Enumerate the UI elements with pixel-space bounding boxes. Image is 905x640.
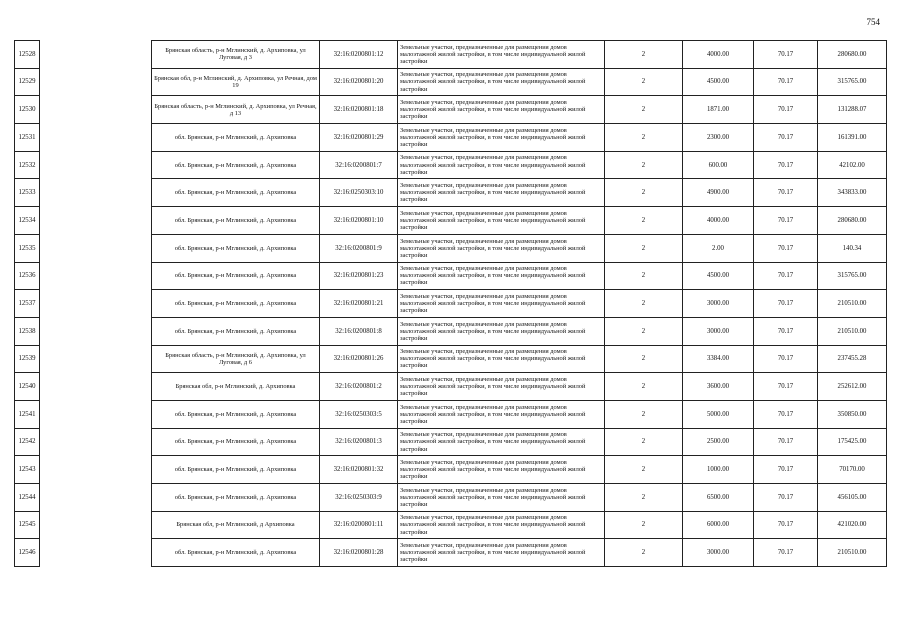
table-row [152, 262, 887, 290]
cadastral-value-cell: 210510.00 [818, 290, 887, 318]
rate-cell: 70.17 [754, 96, 818, 124]
area-cell: 3384.00 [683, 345, 754, 373]
group-cell: 2 [605, 151, 683, 179]
land-plot-table-body [152, 41, 887, 567]
cadastral-number-cell: 32:16:0200801:28 [320, 539, 398, 567]
row-number-body [15, 41, 40, 567]
cadastral-number-cell: 32:16:0200801:20 [320, 68, 398, 96]
group-cell: 2 [605, 41, 683, 69]
group-cell: 2 [605, 373, 683, 401]
row-number-row [15, 179, 40, 207]
address-cell: Брянская обл, р-н Мглинский, д. Архиповка [152, 373, 320, 401]
cadastral-number-cell: 32:16:0200801:26 [320, 345, 398, 373]
table-row [152, 41, 887, 69]
area-cell: 4500.00 [683, 68, 754, 96]
rate-cell: 70.17 [754, 400, 818, 428]
cadastral-value-cell: 131288.07 [818, 96, 887, 124]
rate-cell: 70.17 [754, 207, 818, 235]
row-number-cell: 12543 [15, 456, 40, 484]
address-cell: Брянская обл, р-н Мглинский, д. Архиповка, ул Речная, дом 19 [152, 68, 320, 96]
cadastral-value-cell: 42102.00 [818, 151, 887, 179]
rate-cell: 70.17 [754, 511, 818, 539]
group-cell: 2 [605, 68, 683, 96]
row-number-cell: 12538 [15, 317, 40, 345]
table-row [152, 484, 887, 512]
table-row [152, 179, 887, 207]
group-cell: 2 [605, 234, 683, 262]
row-number-cell: 12545 [15, 511, 40, 539]
address-cell: обл. Брянская, р-н Мглинский, д. Архиповка [152, 456, 320, 484]
row-number-row [15, 290, 40, 318]
land-use-cell: Земельные участки, предназначенные для размещения домов малоэтажной жилой застройки, в том числе индивидуальной жилой застройки [398, 345, 605, 373]
area-cell: 2500.00 [683, 428, 754, 456]
area-cell: 5000.00 [683, 400, 754, 428]
group-cell: 2 [605, 539, 683, 567]
group-cell: 2 [605, 124, 683, 152]
cadastral-value-cell: 315765.00 [818, 262, 887, 290]
cadastral-number-cell: 32:16:0250303:9 [320, 484, 398, 512]
cadastral-number-cell: 32:16:0200801:9 [320, 234, 398, 262]
cadastral-value-cell: 315765.00 [818, 68, 887, 96]
land-use-cell: Земельные участки, предназначенные для размещения домов малоэтажной жилой застройки, в том числе индивидуальной жилой застройки [398, 539, 605, 567]
cadastral-value-cell: 280680.00 [818, 207, 887, 235]
row-number-cell: 12546 [15, 539, 40, 567]
row-number-row [15, 41, 40, 69]
cadastral-number-cell: 32:16:0200801:32 [320, 456, 398, 484]
cadastral-value-cell: 210510.00 [818, 539, 887, 567]
rate-cell: 70.17 [754, 151, 818, 179]
group-cell: 2 [605, 317, 683, 345]
address-cell: обл. Брянская, р-н Мглинский, д. Архиповка [152, 539, 320, 567]
land-use-cell: Земельные участки, предназначенные для размещения домов малоэтажной жилой застройки, в том числе индивидуальной жилой застройки [398, 511, 605, 539]
land-use-cell: Земельные участки, предназначенные для размещения домов малоэтажной жилой застройки, в том числе индивидуальной жилой застройки [398, 400, 605, 428]
row-number-cell: 12544 [15, 484, 40, 512]
cadastral-number-cell: 32:16:0200801:2 [320, 373, 398, 401]
row-number-row [15, 151, 40, 179]
land-use-cell: Земельные участки, предназначенные для размещения домов малоэтажной жилой застройки, в том числе индивидуальной жилой застройки [398, 68, 605, 96]
cadastral-value-cell: 237455.28 [818, 345, 887, 373]
address-cell: обл. Брянская, р-н Мглинский, д. Архиповка [152, 207, 320, 235]
row-number-row [15, 207, 40, 235]
row-number-row [15, 484, 40, 512]
table-row [152, 539, 887, 567]
page-number: 754 [866, 17, 880, 27]
land-plot-table [151, 40, 887, 567]
rate-cell: 70.17 [754, 234, 818, 262]
row-number-row [15, 317, 40, 345]
row-number-cell: 12531 [15, 124, 40, 152]
group-cell: 2 [605, 456, 683, 484]
address-cell: обл. Брянская, р-н Мглинский, д. Архиповка [152, 262, 320, 290]
area-cell: 4000.00 [683, 41, 754, 69]
group-cell: 2 [605, 345, 683, 373]
land-use-cell: Земельные участки, предназначенные для размещения домов малоэтажной жилой застройки, в том числе индивидуальной жилой застройки [398, 41, 605, 69]
cadastral-number-cell: 32:16:0200801:18 [320, 96, 398, 124]
land-use-cell: Земельные участки, предназначенные для размещения домов малоэтажной жилой застройки, в том числе индивидуальной жилой застройки [398, 207, 605, 235]
table-row [152, 511, 887, 539]
cadastral-number-cell: 32:16:0200801:8 [320, 317, 398, 345]
area-cell: 1000.00 [683, 456, 754, 484]
row-number-cell: 12541 [15, 400, 40, 428]
rate-cell: 70.17 [754, 428, 818, 456]
rate-cell: 70.17 [754, 68, 818, 96]
land-use-cell: Земельные участки, предназначенные для размещения домов малоэтажной жилой застройки, в том числе индивидуальной жилой застройки [398, 96, 605, 124]
row-number-cell: 12534 [15, 207, 40, 235]
row-number-row [15, 345, 40, 373]
land-use-cell: Земельные участки, предназначенные для размещения домов малоэтажной жилой застройки, в том числе индивидуальной жилой застройки [398, 484, 605, 512]
cadastral-value-cell: 175425.00 [818, 428, 887, 456]
rate-cell: 70.17 [754, 345, 818, 373]
area-cell: 6500.00 [683, 484, 754, 512]
address-cell: обл. Брянская, р-н Мглинский, д. Архиповка [152, 234, 320, 262]
area-cell: 3000.00 [683, 317, 754, 345]
table-row [152, 124, 887, 152]
land-use-cell: Земельные участки, предназначенные для размещения домов малоэтажной жилой застройки, в том числе индивидуальной жилой застройки [398, 262, 605, 290]
cadastral-value-cell: 350850.00 [818, 400, 887, 428]
cadastral-value-cell: 210510.00 [818, 317, 887, 345]
row-number-cell: 12529 [15, 68, 40, 96]
address-cell: Брянская обл, р-н Мглинский, д Архиповка [152, 511, 320, 539]
address-cell: Брянская область, р-н Мглинский, д. Архиповка, ул Луговая, д 3 [152, 41, 320, 69]
rate-cell: 70.17 [754, 456, 818, 484]
table-row [152, 373, 887, 401]
table-row [152, 428, 887, 456]
row-number-cell: 12536 [15, 262, 40, 290]
row-number-cell: 12535 [15, 234, 40, 262]
area-cell: 600.00 [683, 151, 754, 179]
address-cell: Брянская область, р-н Мглинский, д. Архиповка, ул Луговая, д 6 [152, 345, 320, 373]
row-number-row [15, 262, 40, 290]
area-cell: 6000.00 [683, 511, 754, 539]
cadastral-number-cell: 32:16:0200801:7 [320, 151, 398, 179]
area-cell: 2.00 [683, 234, 754, 262]
cadastral-value-cell: 70170.00 [818, 456, 887, 484]
row-number-row [15, 68, 40, 96]
cadastral-value-cell: 161391.00 [818, 124, 887, 152]
table-row [152, 234, 887, 262]
rate-cell: 70.17 [754, 290, 818, 318]
address-cell: обл. Брянская, р-н Мглинский, д. Архиповка [152, 484, 320, 512]
cadastral-value-cell: 343833.00 [818, 179, 887, 207]
group-cell: 2 [605, 179, 683, 207]
address-cell: обл. Брянская, р-н Мглинский, д. Архиповка [152, 317, 320, 345]
table-row [152, 317, 887, 345]
rate-cell: 70.17 [754, 41, 818, 69]
area-cell: 4900.00 [683, 179, 754, 207]
row-number-row [15, 400, 40, 428]
row-number-row [15, 539, 40, 567]
cadastral-value-cell: 280680.00 [818, 41, 887, 69]
cadastral-number-cell: 32:16:0250303:10 [320, 179, 398, 207]
land-use-cell: Земельные участки, предназначенные для размещения домов малоэтажной жилой застройки, в том числе индивидуальной жилой застройки [398, 290, 605, 318]
rate-cell: 70.17 [754, 317, 818, 345]
rate-cell: 70.17 [754, 539, 818, 567]
group-cell: 2 [605, 262, 683, 290]
address-cell: обл. Брянская, р-н Мглинский, д. Архиповка [152, 290, 320, 318]
cadastral-number-cell: 32:16:0200801:23 [320, 262, 398, 290]
area-cell: 3000.00 [683, 290, 754, 318]
row-number-row [15, 373, 40, 401]
land-use-cell: Земельные участки, предназначенные для размещения домов малоэтажной жилой застройки, в том числе индивидуальной жилой застройки [398, 373, 605, 401]
row-number-cell: 12542 [15, 428, 40, 456]
table-row [152, 96, 887, 124]
address-cell: обл. Брянская, р-н Мглинский, д. Архиповка [152, 151, 320, 179]
row-number-row [15, 511, 40, 539]
row-number-row [15, 96, 40, 124]
area-cell: 4500.00 [683, 262, 754, 290]
group-cell: 2 [605, 290, 683, 318]
table-row [152, 290, 887, 318]
row-number-cell: 12537 [15, 290, 40, 318]
row-number-row [15, 234, 40, 262]
table-row [152, 68, 887, 96]
cadastral-number-cell: 32:16:0200801:12 [320, 41, 398, 69]
land-use-cell: Земельные участки, предназначенные для размещения домов малоэтажной жилой застройки, в том числе индивидуальной жилой застройки [398, 428, 605, 456]
group-cell: 2 [605, 207, 683, 235]
rate-cell: 70.17 [754, 484, 818, 512]
row-number-row [15, 124, 40, 152]
row-number-row [15, 456, 40, 484]
table-row [152, 345, 887, 373]
land-use-cell: Земельные участки, предназначенные для размещения домов малоэтажной жилой застройки, в том числе индивидуальной жилой застройки [398, 179, 605, 207]
cadastral-value-cell: 421020.00 [818, 511, 887, 539]
address-cell: обл. Брянская, р-н Мглинский, д. Архиповка [152, 124, 320, 152]
land-use-cell: Земельные участки, предназначенные для размещения домов малоэтажной жилой застройки, в том числе индивидуальной жилой застройки [398, 456, 605, 484]
address-cell: обл. Брянская, р-н Мглинский, д. Архиповка [152, 428, 320, 456]
cadastral-value-cell: 456105.00 [818, 484, 887, 512]
rate-cell: 70.17 [754, 124, 818, 152]
row-number-cell: 12532 [15, 151, 40, 179]
land-use-cell: Земельные участки, предназначенные для размещения домов малоэтажной жилой застройки, в том числе индивидуальной жилой застройки [398, 234, 605, 262]
area-cell: 3600.00 [683, 373, 754, 401]
land-use-cell: Земельные участки, предназначенные для размещения домов малоэтажной жилой застройки, в том числе индивидуальной жилой застройки [398, 151, 605, 179]
group-cell: 2 [605, 484, 683, 512]
row-number-cell: 12530 [15, 96, 40, 124]
group-cell: 2 [605, 511, 683, 539]
row-number-cell: 12533 [15, 179, 40, 207]
address-cell: обл. Брянская, р-н Мглинский, д. Архиповка [152, 400, 320, 428]
cadastral-value-cell: 252612.00 [818, 373, 887, 401]
area-cell: 4000.00 [683, 207, 754, 235]
rate-cell: 70.17 [754, 373, 818, 401]
row-number-cell: 12539 [15, 345, 40, 373]
cadastral-number-cell: 32:16:0250303:5 [320, 400, 398, 428]
land-use-cell: Земельные участки, предназначенные для размещения домов малоэтажной жилой застройки, в том числе индивидуальной жилой застройки [398, 124, 605, 152]
area-cell: 1871.00 [683, 96, 754, 124]
cadastral-number-cell: 32:16:0200801:11 [320, 511, 398, 539]
land-use-cell: Земельные участки, предназначенные для размещения домов малоэтажной жилой застройки, в том числе индивидуальной жилой застройки [398, 317, 605, 345]
cadastral-number-cell: 32:16:0200801:21 [320, 290, 398, 318]
cadastral-value-cell: 140.34 [818, 234, 887, 262]
group-cell: 2 [605, 96, 683, 124]
table-row [152, 456, 887, 484]
address-cell: обл. Брянская, р-н Мглинский, д. Архиповка [152, 179, 320, 207]
group-cell: 2 [605, 428, 683, 456]
cadastral-number-cell: 32:16:0200801:3 [320, 428, 398, 456]
group-cell: 2 [605, 400, 683, 428]
table-row [152, 151, 887, 179]
area-cell: 2300.00 [683, 124, 754, 152]
row-number-cell: 12528 [15, 41, 40, 69]
rate-cell: 70.17 [754, 179, 818, 207]
area-cell: 3000.00 [683, 539, 754, 567]
row-number-row [15, 428, 40, 456]
table-row [152, 400, 887, 428]
row-number-table [14, 40, 40, 567]
row-number-cell: 12540 [15, 373, 40, 401]
cadastral-number-cell: 32:16:0200801:10 [320, 207, 398, 235]
rate-cell: 70.17 [754, 262, 818, 290]
cadastral-number-cell: 32:16:0200801:29 [320, 124, 398, 152]
table-row [152, 207, 887, 235]
address-cell: Брянская область, р-н Мглинский, д. Архиповка, ул Речная, д 13 [152, 96, 320, 124]
